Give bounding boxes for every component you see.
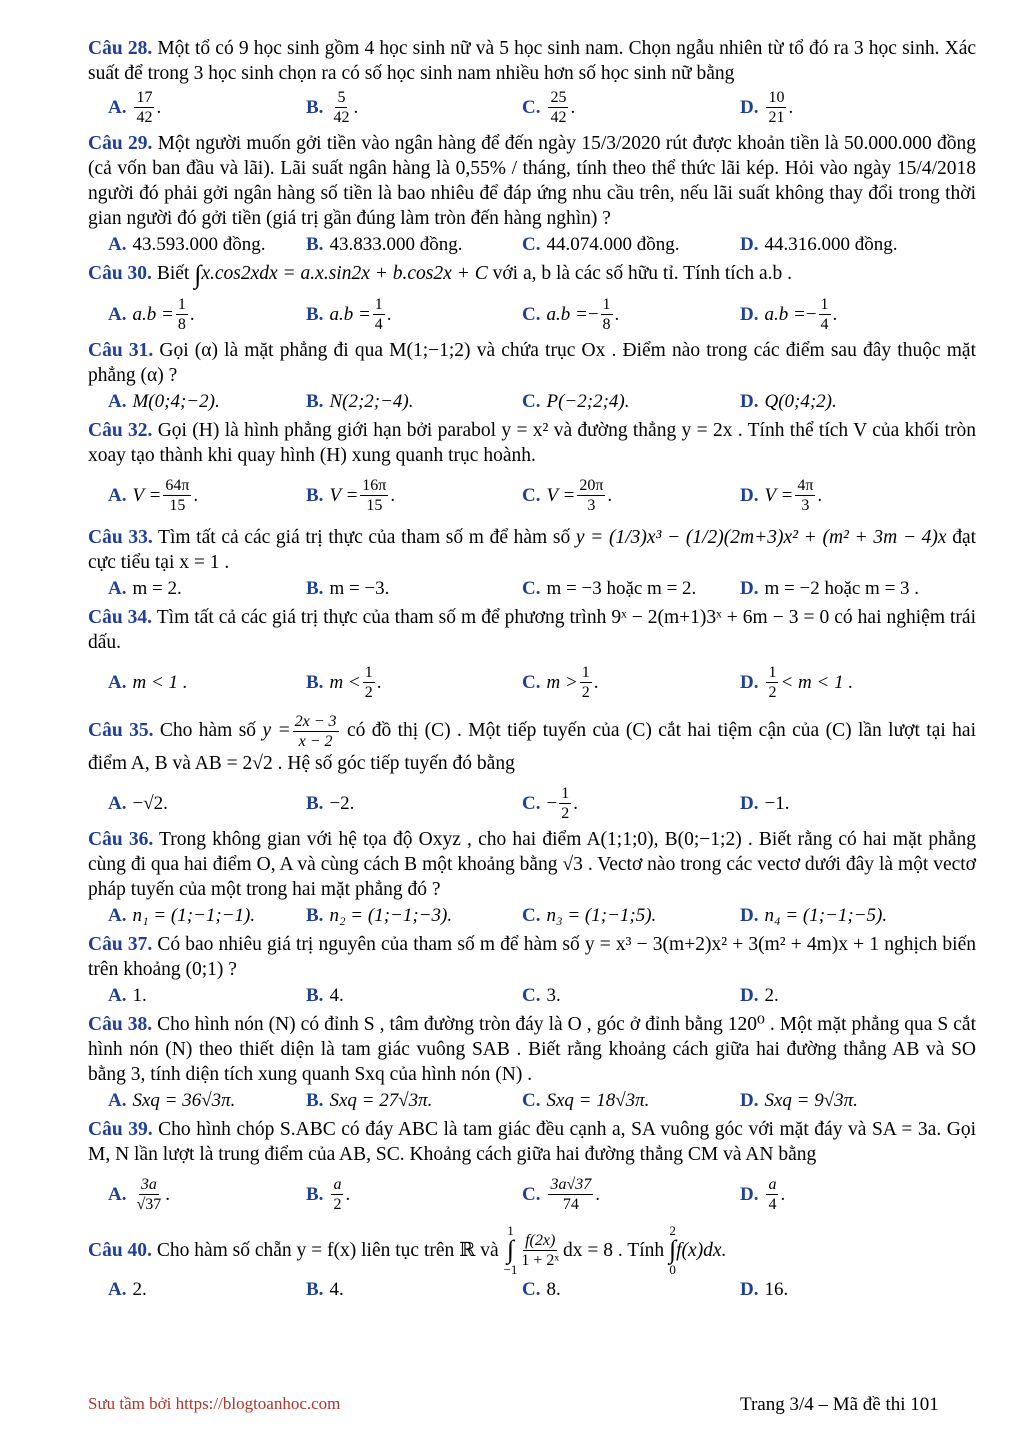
option-a: A. m = 2. (108, 578, 182, 600)
question-37: Câu 37. Có bao nhiêu giá trị nguyên của tham số m để hàm số y = x³ − 3(m+2)x² + 3(m² + 4m)x + 1 nghịch biến trên khoảng (0;1) ? (88, 934, 977, 981)
answers-36 (88, 904, 976, 928)
answers-29 (88, 233, 976, 257)
option-d: D. −1. (740, 792, 790, 814)
option-c: C. 44.074.000 đồng. (522, 234, 680, 255)
question-29: Câu 29. Một người muốn gởi tiền vào ngân hàng để đến ngày 15/3/2020 rút được khoản tiền là 50.000.000 đồng (cả vốn ban đầu và lãi). Lãi suất ngân hàng là 0,55% / tháng, tính theo thể thức lãi kép. Hỏi vào ngày 15/4/2018 người đó phải gởi ngân hàng số tiền là bao nhiêu để đáp ứng nhu cầu trên, nếu lãi suất không thay đổi trong thời gian người đó gởi tiền (giá trị gần đúng làm tròn đến hàng nghìn) ? (88, 133, 976, 229)
question-33: Câu 33. Tìm tất cả các giá trị thực của tham số m để hàm số y = (1/3)x³ − (1/2)(2m+3)x² + (m² + 3m − 4)x đạt cực tiểu tại x = 1 . (88, 527, 977, 574)
option-b: B. n₂ = (1;−1;−3). (306, 905, 453, 927)
option-b: B. −2. (306, 792, 355, 814)
option-c: C. Sxq = 18√3π. (522, 1090, 650, 1112)
option-a: A. M(0;4;−2). (108, 391, 220, 413)
option-b: B. m < $\frac{1}{2}$ . (306, 664, 382, 702)
answers-37 (88, 984, 976, 1008)
question-40: Câu 40. Cho hàm số chẵn y = f(x) liên tục trên ℝ và 1 ∫ −1 $\frac{f(2x)}{\text{1 + 2ˣ}}$ dx = 8 . Tính 2 ∫ 0 f(x)dx. (88, 1223, 727, 1278)
footer-page-number: Trang 3/4 – Mã đề thi 101 (740, 1394, 939, 1415)
option-a: A. −√2. (108, 792, 168, 814)
option-a: A. 43.593.000 đồng. (108, 234, 266, 255)
option-d: D. a.b = − $\frac{1}{4}$ . (740, 296, 838, 334)
integral-2: 2 ∫ 0 (669, 1223, 677, 1278)
answers-34 (88, 663, 976, 702)
option-b: B. m = −3. (306, 578, 390, 600)
option-b: B. $\frac{a}{2}$ . (306, 1176, 351, 1214)
option-a: A. $\frac{3a}{√37}$ . (108, 1176, 171, 1214)
answers-38 (88, 1089, 976, 1113)
question-34: Câu 34. Tìm tất cả các giá trị thực của tham số m để phương trình 9ˣ − 2(m+1)3ˣ + 6m − 3 = 0 có hai nghiệm trái dấu. (88, 607, 976, 654)
option-b: B. 4. (306, 985, 344, 1007)
option-b: B. 4. (306, 1279, 344, 1301)
option-a: A. m < 1 . (108, 671, 188, 693)
option-d: D. n₄ = (1;−1;−5). (740, 905, 888, 927)
option-a: A. 2. (108, 1279, 147, 1301)
option-a: A. $\frac{17}{42}$ . (108, 89, 162, 126)
option-c: C. n₃ = (1;−1;5). (522, 905, 657, 927)
question-31: Câu 31. Gọi (α) là mặt phẳng đi qua M(1;−1;2) và chứa trục Ox . Điểm nào trong các điểm sau đây thuộc mặt phẳng (α) ? (88, 340, 976, 387)
answers-30 (88, 295, 976, 334)
question-35: Câu 35. Cho hàm số y = $\frac{2x - 3}{x - 2}$ có đồ thị (C) . Một tiếp tuyến của (C) cắt hai tiệm cận của (C) lần lượt tại hai điểm A, B và AB = 2√2 . Hệ số góc tiếp tuyến đó bằng (88, 713, 976, 775)
option-c: C. 8. (522, 1279, 561, 1301)
option-d: D. $\frac{10}{21}$ . (740, 89, 794, 126)
option-d: D. 16. (740, 1279, 789, 1301)
option-d: D. V = $\frac{4\pi}{3}$ . (740, 477, 823, 515)
option-a: A. V = $\frac{64\pi}{15}$ . (108, 477, 199, 515)
option-c: C. V = $\frac{20\pi}{3}$ . (522, 477, 613, 515)
question-38: Câu 38. Cho hình nón (N) có đỉnh S , tâm đường tròn đáy là O , góc ở đỉnh bằng 120⁰ . Một mặt phẳng qua S cắt hình nón (N) theo thiết diện là tam giác vuông SAB . Biết rằng khoảng cách giữa hai đường thẳng AB và SO bằng 3, tính diện tích xung quanh Sxq của hình nón (N) . (88, 1014, 976, 1086)
question-36: Câu 36. Trong không gian với hệ tọa độ Oxyz , cho hai điểm A(1;1;0), B(0;−1;2) . Biết rằng có hai mặt phẳng cùng đi qua hai điểm O, A và cùng cách B một khoảng bằng √3 . Vectơ nào trong các vectơ dưới đây là một vectơ pháp tuyến của một trong hai mặt phẳng đó ? (88, 829, 976, 901)
option-b: B. N(2;2;−4). (306, 391, 414, 413)
option-c: C. 3. (522, 985, 561, 1007)
question-28: Câu 28. Một tổ có 9 học sinh gồm 4 học sinh nữ và 5 học sinh nam. Chọn ngẫu nhiên từ tổ đó ra 3 học sinh. Xác suất để trong 3 học sinh chọn ra có số học sinh nam nhiều hơn số học sinh nữ bằng (88, 38, 977, 84)
option-d: D. m = −2 hoặc m = 3 . (740, 578, 920, 600)
option-d: D. $\frac{a}{4}$ . (740, 1176, 786, 1214)
integral-icon: ∫ (194, 260, 202, 290)
option-d: D. 2. (740, 985, 779, 1007)
option-c: C. $\frac{3a√37}{74}$ . (522, 1176, 601, 1214)
option-b: B. Sxq = 27√3π. (306, 1090, 433, 1112)
option-c: C. a.b = − $\frac{1}{8}$ . (522, 296, 620, 334)
option-b: B. $\frac{5}{42}$ . (306, 89, 359, 126)
integral-icon: ∫ (506, 1235, 514, 1265)
option-a: A. a.b = $\frac{1}{8}$ . (108, 296, 195, 334)
question-32: Câu 32. Gọi (H) là hình phẳng giới hạn bởi parabol y = x² và đường thẳng y = 2x . Tính thể tích V của khối tròn xoay tạo thành khi quay hình (H) xung quanh trục hoành. (88, 420, 976, 467)
answers-31 (88, 390, 976, 414)
footer-source-link[interactable]: Sưu tầm bởi https://blogtoanhoc.com (88, 1394, 341, 1413)
exam-page (88, 36, 976, 1306)
option-d: D. Q(0;4;2). (740, 391, 837, 413)
option-d: D. Sxq = 9√3π. (740, 1090, 858, 1112)
option-c: C. − $\frac{1}{2}$ . (522, 785, 578, 823)
option-a: A. Sxq = 36√3π. (108, 1090, 236, 1112)
option-c: C. P(−2;2;4). (522, 391, 630, 413)
answers-40 (88, 1278, 976, 1302)
option-d: D. 44.316.000 đồng. (740, 234, 898, 255)
option-b: B. V = $\frac{16\pi}{15}$ . (306, 477, 396, 515)
option-b: B. 43.833.000 đồng. (306, 234, 463, 255)
integral-1: 1 ∫ −1 (503, 1223, 518, 1278)
option-c: C. $\frac{25}{42}$ . (522, 89, 576, 126)
option-d: D. $\frac{1}{2}$ < m < 1 . (740, 664, 854, 702)
option-c: C. m > $\frac{1}{2}$ . (522, 664, 599, 702)
question-30: Câu 30. Biết ∫x.cos2xdx = a.x.sin2x + b.cos2x + C với a, b là các số hữu tỉ. Tính tích a.b . (88, 260, 793, 290)
option-c: C. m = −3 hoặc m = 2. (522, 578, 697, 600)
option-a: A. 1. (108, 985, 147, 1007)
integral-icon: ∫ (669, 1235, 677, 1265)
answers-32 (88, 476, 976, 515)
question-39: Câu 39. Cho hình chóp S.ABC có đáy ABC là tam giác đều cạnh a, SA vuông góc với mặt đáy và SA = 3a. Gọi M, N lần lượt là trung điểm của AB, SC. Khoảng cách giữa hai đường thẳng CM và AN bằng (88, 1119, 976, 1166)
option-a: A. n₁ = (1;−1;−1). (108, 905, 256, 927)
answers-39 (88, 1175, 976, 1214)
answers-35 (88, 784, 976, 823)
answers-28 (88, 88, 976, 127)
answers-33 (88, 577, 976, 601)
option-b: B. a.b = $\frac{1}{4}$ . (306, 296, 392, 334)
